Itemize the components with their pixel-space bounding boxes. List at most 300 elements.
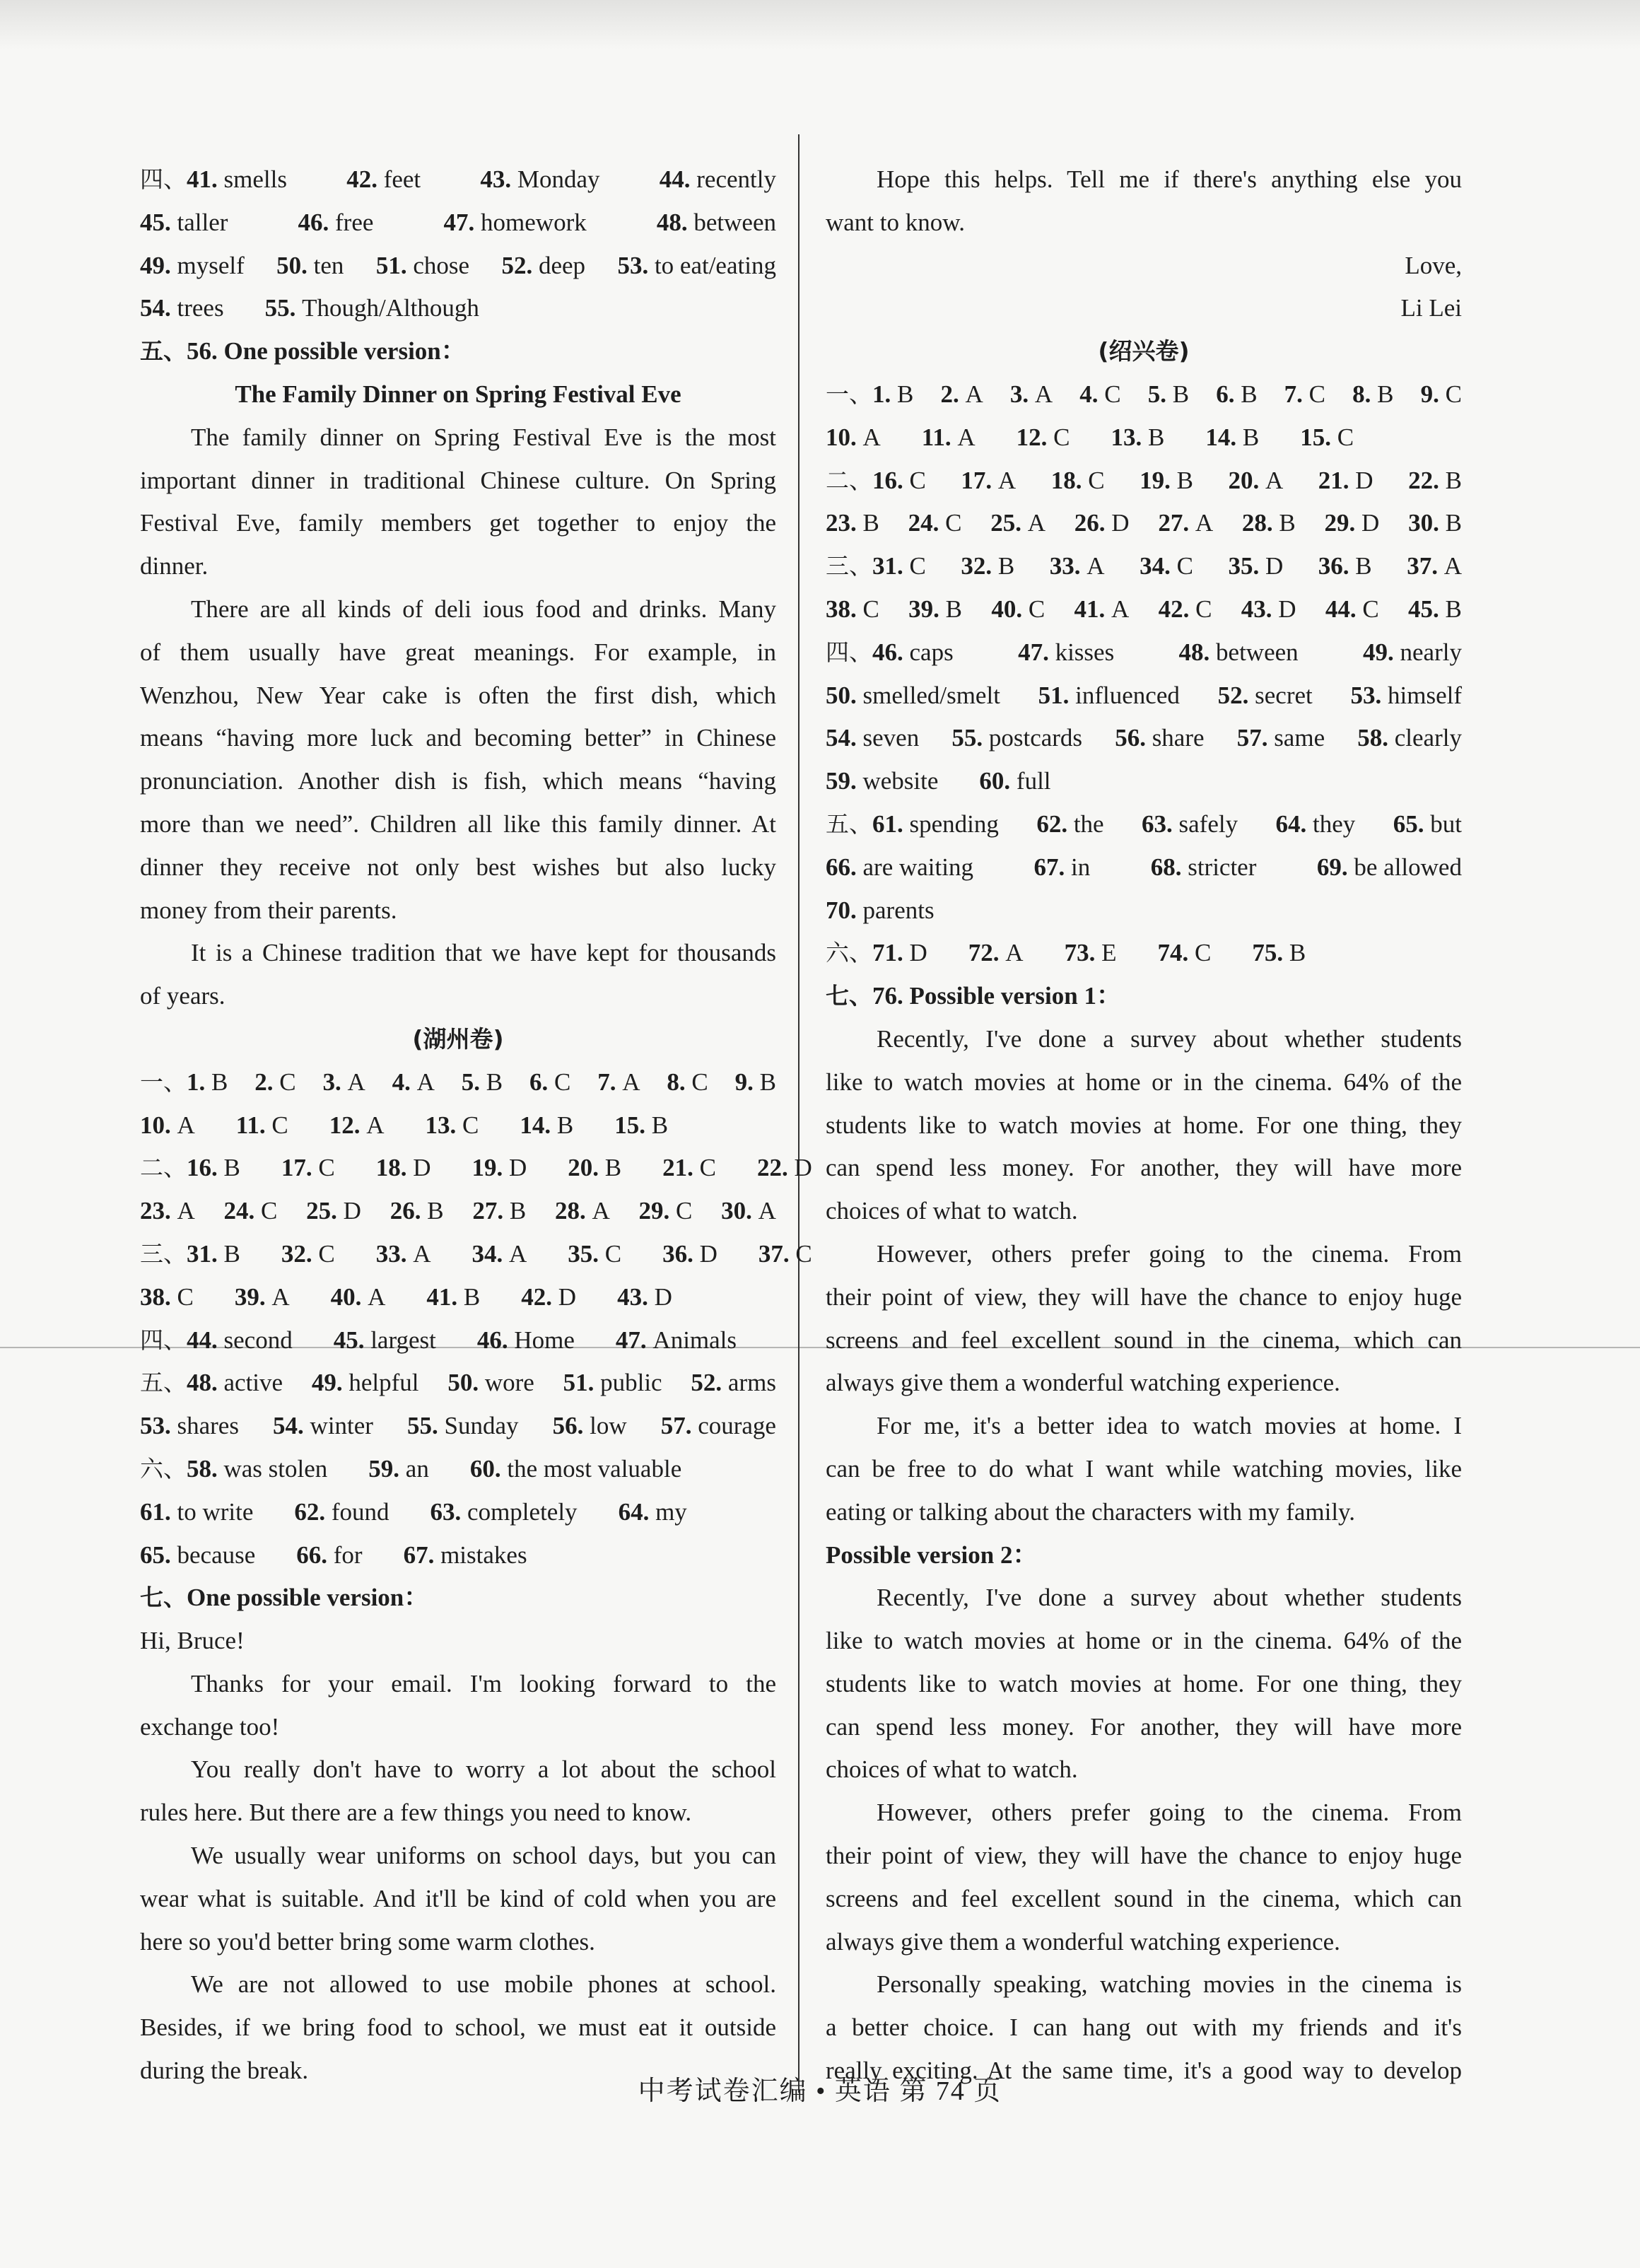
question-number: 42.: [521, 1282, 553, 1311]
letter-line: wear what is suitable. And it'll be kind of cold when you are: [140, 1884, 776, 1912]
answer-value: to write: [177, 1497, 254, 1526]
answer-value: parents: [862, 896, 935, 924]
answer-value: postcards: [988, 724, 1083, 752]
answer-item: [376, 245, 469, 288]
answer-row: [140, 1491, 776, 1534]
answer-item: [294, 1491, 389, 1534]
answer-item: [376, 1147, 431, 1190]
question-number: 30.: [1408, 509, 1439, 537]
answer-value: feet: [383, 165, 421, 193]
answer-value: D: [909, 939, 927, 967]
answer-item: [1074, 502, 1130, 545]
essay-line: Personally speaking, watching movies in the cinema is: [877, 1970, 1462, 1999]
answer-value: share: [1152, 724, 1205, 752]
question-number: 63.: [430, 1497, 462, 1526]
question-number: 15.: [614, 1111, 645, 1139]
answer-value: C: [1028, 595, 1046, 623]
question-number: 26.: [1074, 509, 1106, 537]
question-number: 22.: [1408, 466, 1439, 494]
answer-row: [140, 1147, 812, 1190]
essay-line: However, others prefer going to the cinema. From: [877, 1799, 1462, 1827]
answer-row: [826, 502, 1462, 545]
answer-item: [426, 1276, 480, 1319]
answer-value: D: [1278, 595, 1296, 623]
question-number: 60.: [979, 767, 1011, 795]
answer-value: A: [622, 1068, 640, 1096]
answer-item: [430, 1491, 578, 1534]
answer-value: safely: [1178, 809, 1238, 838]
answer-value: in: [1070, 853, 1091, 881]
question-number: 11.: [921, 423, 951, 451]
answer-item: [1115, 717, 1204, 760]
answer-item: [1408, 502, 1462, 545]
question-number: 20.: [1228, 466, 1260, 494]
question-number: 13.: [425, 1111, 457, 1139]
answer-row: [140, 201, 776, 245]
answer-item: [568, 1233, 621, 1276]
question-number: 23.: [826, 509, 857, 537]
answer-value: B: [1279, 509, 1296, 537]
answer-value: caps: [909, 638, 954, 666]
answer-value: C: [1362, 595, 1379, 623]
question-number: 61.: [872, 809, 903, 838]
answer-value: D: [1355, 466, 1374, 494]
answer-item: [472, 1233, 527, 1276]
letter-signature: Li Lei: [1400, 294, 1462, 322]
answer-value: an: [405, 1454, 429, 1483]
paper-title-huzhou: (湖州卷): [412, 1024, 504, 1053]
question-number: 7.: [1284, 380, 1303, 408]
answer-item: [1151, 846, 1257, 889]
answer-value: shares: [177, 1412, 239, 1440]
essay-line: of them usually have great meanings. For example, in: [140, 638, 776, 666]
answer-value: D: [1265, 552, 1284, 580]
answer-item: [235, 1276, 290, 1319]
answer-item: [826, 460, 926, 503]
letter-line: want to know.: [826, 208, 966, 236]
answer-row: [826, 889, 1462, 933]
letter-line: here so you'd better bring some warm clothes.: [140, 1927, 595, 1956]
answer-item: [1408, 460, 1462, 503]
answer-item: [462, 1061, 503, 1104]
question-number: 46.: [476, 1326, 508, 1354]
letter-line: Besides, if we bring food to school, we must eat it outside: [140, 2013, 776, 2042]
answer-item: [1252, 932, 1306, 975]
essay-line: can spend less money. For another, they will have more: [826, 1712, 1462, 1741]
answer-value: B: [463, 1282, 481, 1311]
answer-item: [1018, 631, 1114, 674]
question-number: 8.: [1352, 380, 1371, 408]
answer-value: C: [318, 1154, 335, 1182]
answer-value: seven: [862, 724, 920, 752]
essay-line: can spend less money. For another, they will have more: [826, 1154, 1462, 1182]
answer-value: A: [416, 1068, 435, 1096]
question-number: 1.: [872, 380, 891, 408]
answer-item: [968, 932, 1024, 975]
answer-item: [990, 502, 1046, 545]
question-number: 60.: [469, 1454, 501, 1483]
question-number: 72.: [968, 939, 1000, 967]
question-number: 9.: [1420, 380, 1439, 408]
question-number: 58.: [187, 1454, 218, 1483]
letter-line: exchange too!: [140, 1712, 280, 1741]
question-number: 10.: [140, 1111, 171, 1139]
answer-value: A: [997, 466, 1017, 494]
answer-item: [376, 1233, 431, 1276]
answer-item: [472, 1190, 526, 1233]
answer-item: [140, 1405, 239, 1448]
answer-value: B: [486, 1068, 503, 1096]
answer-value: B: [862, 509, 879, 537]
answer-value: C: [279, 1068, 296, 1096]
question-number: 38.: [826, 595, 857, 623]
answer-value: largest: [370, 1326, 436, 1354]
question-number: 38.: [140, 1282, 171, 1311]
question-number: 45.: [333, 1326, 365, 1354]
answer-value: Animals: [652, 1326, 737, 1354]
answer-item: [691, 1362, 776, 1405]
answer-item: [1038, 674, 1180, 718]
answer-value: C: [691, 1068, 708, 1096]
answer-value: C: [909, 466, 926, 494]
question-number: 3.: [1009, 380, 1029, 408]
essay-line: Festival Eve, family members get together to enjoy the: [140, 509, 776, 537]
question-number: 43.: [617, 1282, 648, 1311]
answer-item: [757, 1147, 812, 1190]
answer-value: C: [1195, 595, 1212, 623]
answer-value: influenced: [1075, 681, 1180, 709]
answer-value: B: [1242, 423, 1260, 451]
essay-line: Recently, I've done a survey about whether students: [877, 1024, 1462, 1053]
answer-value: C: [604, 1239, 622, 1268]
answer-value: C: [1308, 380, 1326, 408]
answer-item: [563, 1362, 662, 1405]
answer-value: C: [462, 1111, 479, 1139]
question-number: 49.: [140, 251, 171, 279]
essay-line: screens and feel excellent sound in the cinema, which can: [826, 1884, 1462, 1912]
answer-value: A: [965, 380, 983, 408]
question-number: 66.: [296, 1541, 328, 1569]
answer-item: [140, 1362, 283, 1405]
answer-item: [1205, 416, 1259, 460]
answer-value: stricter: [1188, 853, 1257, 881]
answer-item: [521, 1276, 576, 1319]
answer-value: for: [333, 1541, 363, 1569]
answer-value: D: [794, 1154, 812, 1182]
answer-value: D: [509, 1154, 527, 1182]
answer-row: [826, 846, 1462, 889]
answer-value: arms: [727, 1369, 776, 1397]
answer-item: [140, 1061, 228, 1104]
answer-value: Monday: [517, 165, 600, 193]
question-number: 39.: [908, 595, 939, 623]
answer-row: [140, 1061, 776, 1104]
answer-item: [1325, 502, 1380, 545]
answer-item: [758, 1233, 812, 1276]
essay-line: screens and feel excellent sound in the cinema, which can: [826, 1326, 1462, 1354]
answer-value: B: [223, 1239, 240, 1268]
answer-item: [329, 1104, 385, 1147]
answer-item: [390, 1190, 444, 1233]
answer-item: [281, 1147, 335, 1190]
letter-line: rules here. But there are a few things you need to know.: [140, 1799, 692, 1827]
question-number: 52.: [1217, 681, 1249, 709]
answer-value: A: [413, 1239, 431, 1268]
answer-item: [407, 1405, 519, 1448]
answer-item: [426, 1104, 479, 1147]
answer-value: C: [862, 595, 879, 623]
essay-line: dinner.: [140, 552, 209, 580]
answer-item: [991, 588, 1045, 631]
answer-value: A: [1111, 595, 1130, 623]
section-label: 五、: [140, 1369, 187, 1397]
answer-value: but: [1430, 809, 1462, 838]
essay-line: means “having more luck and becoming better” in Chinese: [140, 724, 776, 752]
answer-item: [1325, 588, 1379, 631]
question-number: 26.: [390, 1197, 421, 1225]
question-number: 52.: [501, 251, 533, 279]
answer-value: A: [1443, 552, 1462, 580]
answer-item: [826, 717, 919, 760]
question-number: 15.: [1300, 423, 1331, 451]
question-number: 35.: [568, 1239, 599, 1268]
answer-value: mistakes: [440, 1541, 527, 1569]
answer-value: taller: [177, 208, 228, 236]
question-number: 6.: [529, 1068, 549, 1096]
section-label: 四、: [140, 165, 187, 193]
answer-value: D: [343, 1197, 361, 1225]
answer-value: the: [1073, 809, 1104, 838]
answer-item: [826, 846, 973, 889]
answer-row: [140, 1104, 776, 1147]
answer-item: [1318, 460, 1374, 503]
question-number: 62.: [1036, 809, 1068, 838]
answer-value: Though/Although: [302, 294, 479, 322]
question-number: 14.: [1205, 423, 1237, 451]
answer-item: [1218, 674, 1313, 718]
question-number: 46.: [298, 208, 329, 236]
answer-row: [826, 373, 1462, 416]
answer-value: same: [1274, 724, 1325, 752]
answer-item: [657, 201, 776, 245]
answer-item: [520, 1104, 573, 1147]
answer-item: [662, 1233, 718, 1276]
answer-item: [140, 1448, 327, 1491]
question-number: 16.: [872, 466, 903, 494]
answer-item: [826, 932, 927, 975]
section-label: 一、: [140, 1068, 187, 1096]
essay-line: choices of what to watch.: [826, 1197, 1078, 1225]
section-heading: Possible version 2：: [826, 1541, 1038, 1569]
answer-value: Sunday: [444, 1412, 519, 1440]
answer-value: B: [651, 1111, 669, 1139]
question-number: 54.: [273, 1412, 304, 1440]
answer-item: [908, 502, 962, 545]
answer-row: [140, 1190, 776, 1233]
question-number: 66.: [826, 853, 857, 881]
answer-value: A: [509, 1239, 527, 1268]
answer-value: found: [331, 1497, 390, 1526]
answer-value: courage: [698, 1412, 776, 1440]
section-label: 四、: [140, 1326, 187, 1354]
question-number: 49.: [311, 1369, 343, 1397]
question-number: 64.: [618, 1497, 650, 1526]
answer-item: [140, 1104, 195, 1147]
answer-value: A: [368, 1282, 386, 1311]
answer-value: A: [1034, 380, 1053, 408]
answer-item: [979, 760, 1050, 803]
question-number: 25.: [990, 509, 1021, 537]
answer-item: [140, 1233, 240, 1276]
essay-line: The family dinner on Spring Festival Eve is the most: [191, 423, 776, 451]
answer-item: [826, 373, 913, 416]
answer-item: [951, 717, 1082, 760]
question-number: 56.: [1115, 724, 1146, 752]
answer-row: [140, 1448, 776, 1491]
question-number: 32.: [281, 1239, 312, 1268]
answer-value: the most valuable: [507, 1454, 682, 1483]
question-number: 57.: [660, 1412, 692, 1440]
section-heading: 七、One possible version：: [140, 1584, 429, 1612]
letter-line: We usually wear uniforms on school days, but you can: [191, 1842, 776, 1870]
answer-row: [826, 588, 1462, 631]
essay-line: dinner they receive not only best wishes but also lucky: [140, 853, 776, 881]
essay-line: However, others prefer going to the cinema. From: [877, 1239, 1462, 1268]
essay-line: their point of view, they will have the chance to enjoy huge: [826, 1282, 1462, 1311]
answer-item: [1421, 373, 1462, 416]
question-number: 35.: [1228, 552, 1260, 580]
answer-value: C: [1088, 466, 1105, 494]
question-number: 55.: [951, 724, 983, 752]
question-number: 12.: [329, 1111, 361, 1139]
question-number: 28.: [1241, 509, 1273, 537]
answer-value: C: [676, 1197, 693, 1225]
answer-item: [908, 588, 962, 631]
answer-item: [826, 674, 1000, 718]
answer-item: [236, 1104, 288, 1147]
section-heading: 七、76. Possible version 1：: [826, 982, 1121, 1010]
answer-value: B: [223, 1154, 240, 1182]
essay-line: more than we need”. Children all like this family dinner. At: [140, 809, 776, 838]
essay-line: pronunciation. Another dish is fish, which means “having: [140, 767, 776, 795]
question-number: 13.: [1111, 423, 1142, 451]
answer-value: A: [592, 1197, 610, 1225]
answer-item: [472, 1147, 527, 1190]
question-number: 71.: [872, 939, 903, 967]
answer-value: B: [509, 1197, 527, 1225]
question-number: 32.: [961, 552, 992, 580]
answer-item: [639, 1190, 693, 1233]
answer-row: [826, 760, 1462, 803]
answer-value: C: [909, 552, 926, 580]
answer-value: A: [758, 1197, 776, 1225]
answer-item: [826, 760, 938, 803]
answer-value: B: [759, 1068, 776, 1096]
answer-item: [616, 1319, 737, 1362]
answer-item: [254, 1061, 295, 1104]
answer-item: [1216, 373, 1257, 416]
question-number: 33.: [375, 1239, 407, 1268]
question-number: 57.: [1236, 724, 1268, 752]
question-number: 2.: [940, 380, 959, 408]
answer-value: B: [427, 1197, 444, 1225]
answer-item: [1111, 416, 1165, 460]
answer-item: [1228, 545, 1283, 588]
question-number: 21.: [662, 1154, 693, 1182]
question-number: 61.: [140, 1497, 171, 1526]
question-number: 14.: [520, 1111, 551, 1139]
question-number: 47.: [1018, 638, 1049, 666]
essay-line: always give them a wonderful watching experience.: [826, 1369, 1340, 1397]
question-number: 46.: [872, 638, 903, 666]
essay-line: Recently, I've done a survey about whether students: [877, 1584, 1462, 1612]
question-number: 53.: [617, 251, 649, 279]
answer-item: [1051, 460, 1105, 503]
section-label: 二、: [826, 466, 872, 494]
answer-item: [306, 1190, 361, 1233]
answer-item: [281, 1233, 335, 1276]
answer-item: [826, 588, 879, 631]
question-number: 31.: [187, 1239, 218, 1268]
answer-item: [661, 1405, 776, 1448]
answer-item: [322, 1061, 365, 1104]
paper-title-shaoxing: (绍兴卷): [1098, 337, 1190, 366]
question-number: 37.: [1407, 552, 1438, 580]
question-number: 29.: [1324, 509, 1356, 537]
question-number: 25.: [306, 1197, 337, 1225]
answer-value: active: [223, 1369, 283, 1397]
question-number: 24.: [223, 1197, 255, 1225]
question-number: 67.: [1033, 853, 1065, 881]
answer-row: [826, 674, 1462, 718]
question-number: 23.: [140, 1197, 171, 1225]
essay-line: their point of view, they will have the chance to enjoy huge: [826, 1842, 1462, 1870]
answer-row: [140, 1233, 812, 1276]
question-number: 69.: [1316, 853, 1348, 881]
letter-line: Hi, Bruce!: [140, 1627, 245, 1655]
answer-item: [1408, 588, 1462, 631]
answer-value: C: [271, 1111, 288, 1139]
question-number: 31.: [872, 552, 903, 580]
essay-line: important dinner in traditional Chinese culture. On Spring: [140, 466, 776, 494]
essay-line: like to watch movies at home or in the cinema. 64% of the: [826, 1068, 1462, 1096]
answer-value: my: [655, 1497, 687, 1526]
answer-row: [826, 717, 1462, 760]
answer-row: [826, 416, 1462, 460]
essay-line: Wenzhou, New Year cake is often the first dish, which: [140, 681, 776, 709]
question-number: 70.: [826, 896, 857, 924]
question-number: 41.: [426, 1282, 458, 1311]
answer-value: spending: [909, 809, 999, 838]
answer-row: [140, 1405, 776, 1448]
answer-item: [1148, 373, 1189, 416]
essay-line: choices of what to watch.: [826, 1755, 1078, 1784]
question-number: 73.: [1064, 939, 1096, 967]
answer-value: free: [335, 208, 374, 236]
answer-value: C: [261, 1197, 278, 1225]
answer-value: A: [957, 423, 976, 451]
answer-value: was stolen: [223, 1454, 328, 1483]
question-number: 30.: [721, 1197, 752, 1225]
answer-item: [667, 1061, 708, 1104]
answer-item: [1407, 545, 1462, 588]
answer-value: public: [600, 1369, 662, 1397]
answer-value: C: [1337, 423, 1354, 451]
answer-item: [1074, 588, 1130, 631]
answer-value: B: [1176, 466, 1193, 494]
answer-item: [617, 1276, 672, 1319]
answer-value: to eat/eating: [654, 251, 776, 279]
